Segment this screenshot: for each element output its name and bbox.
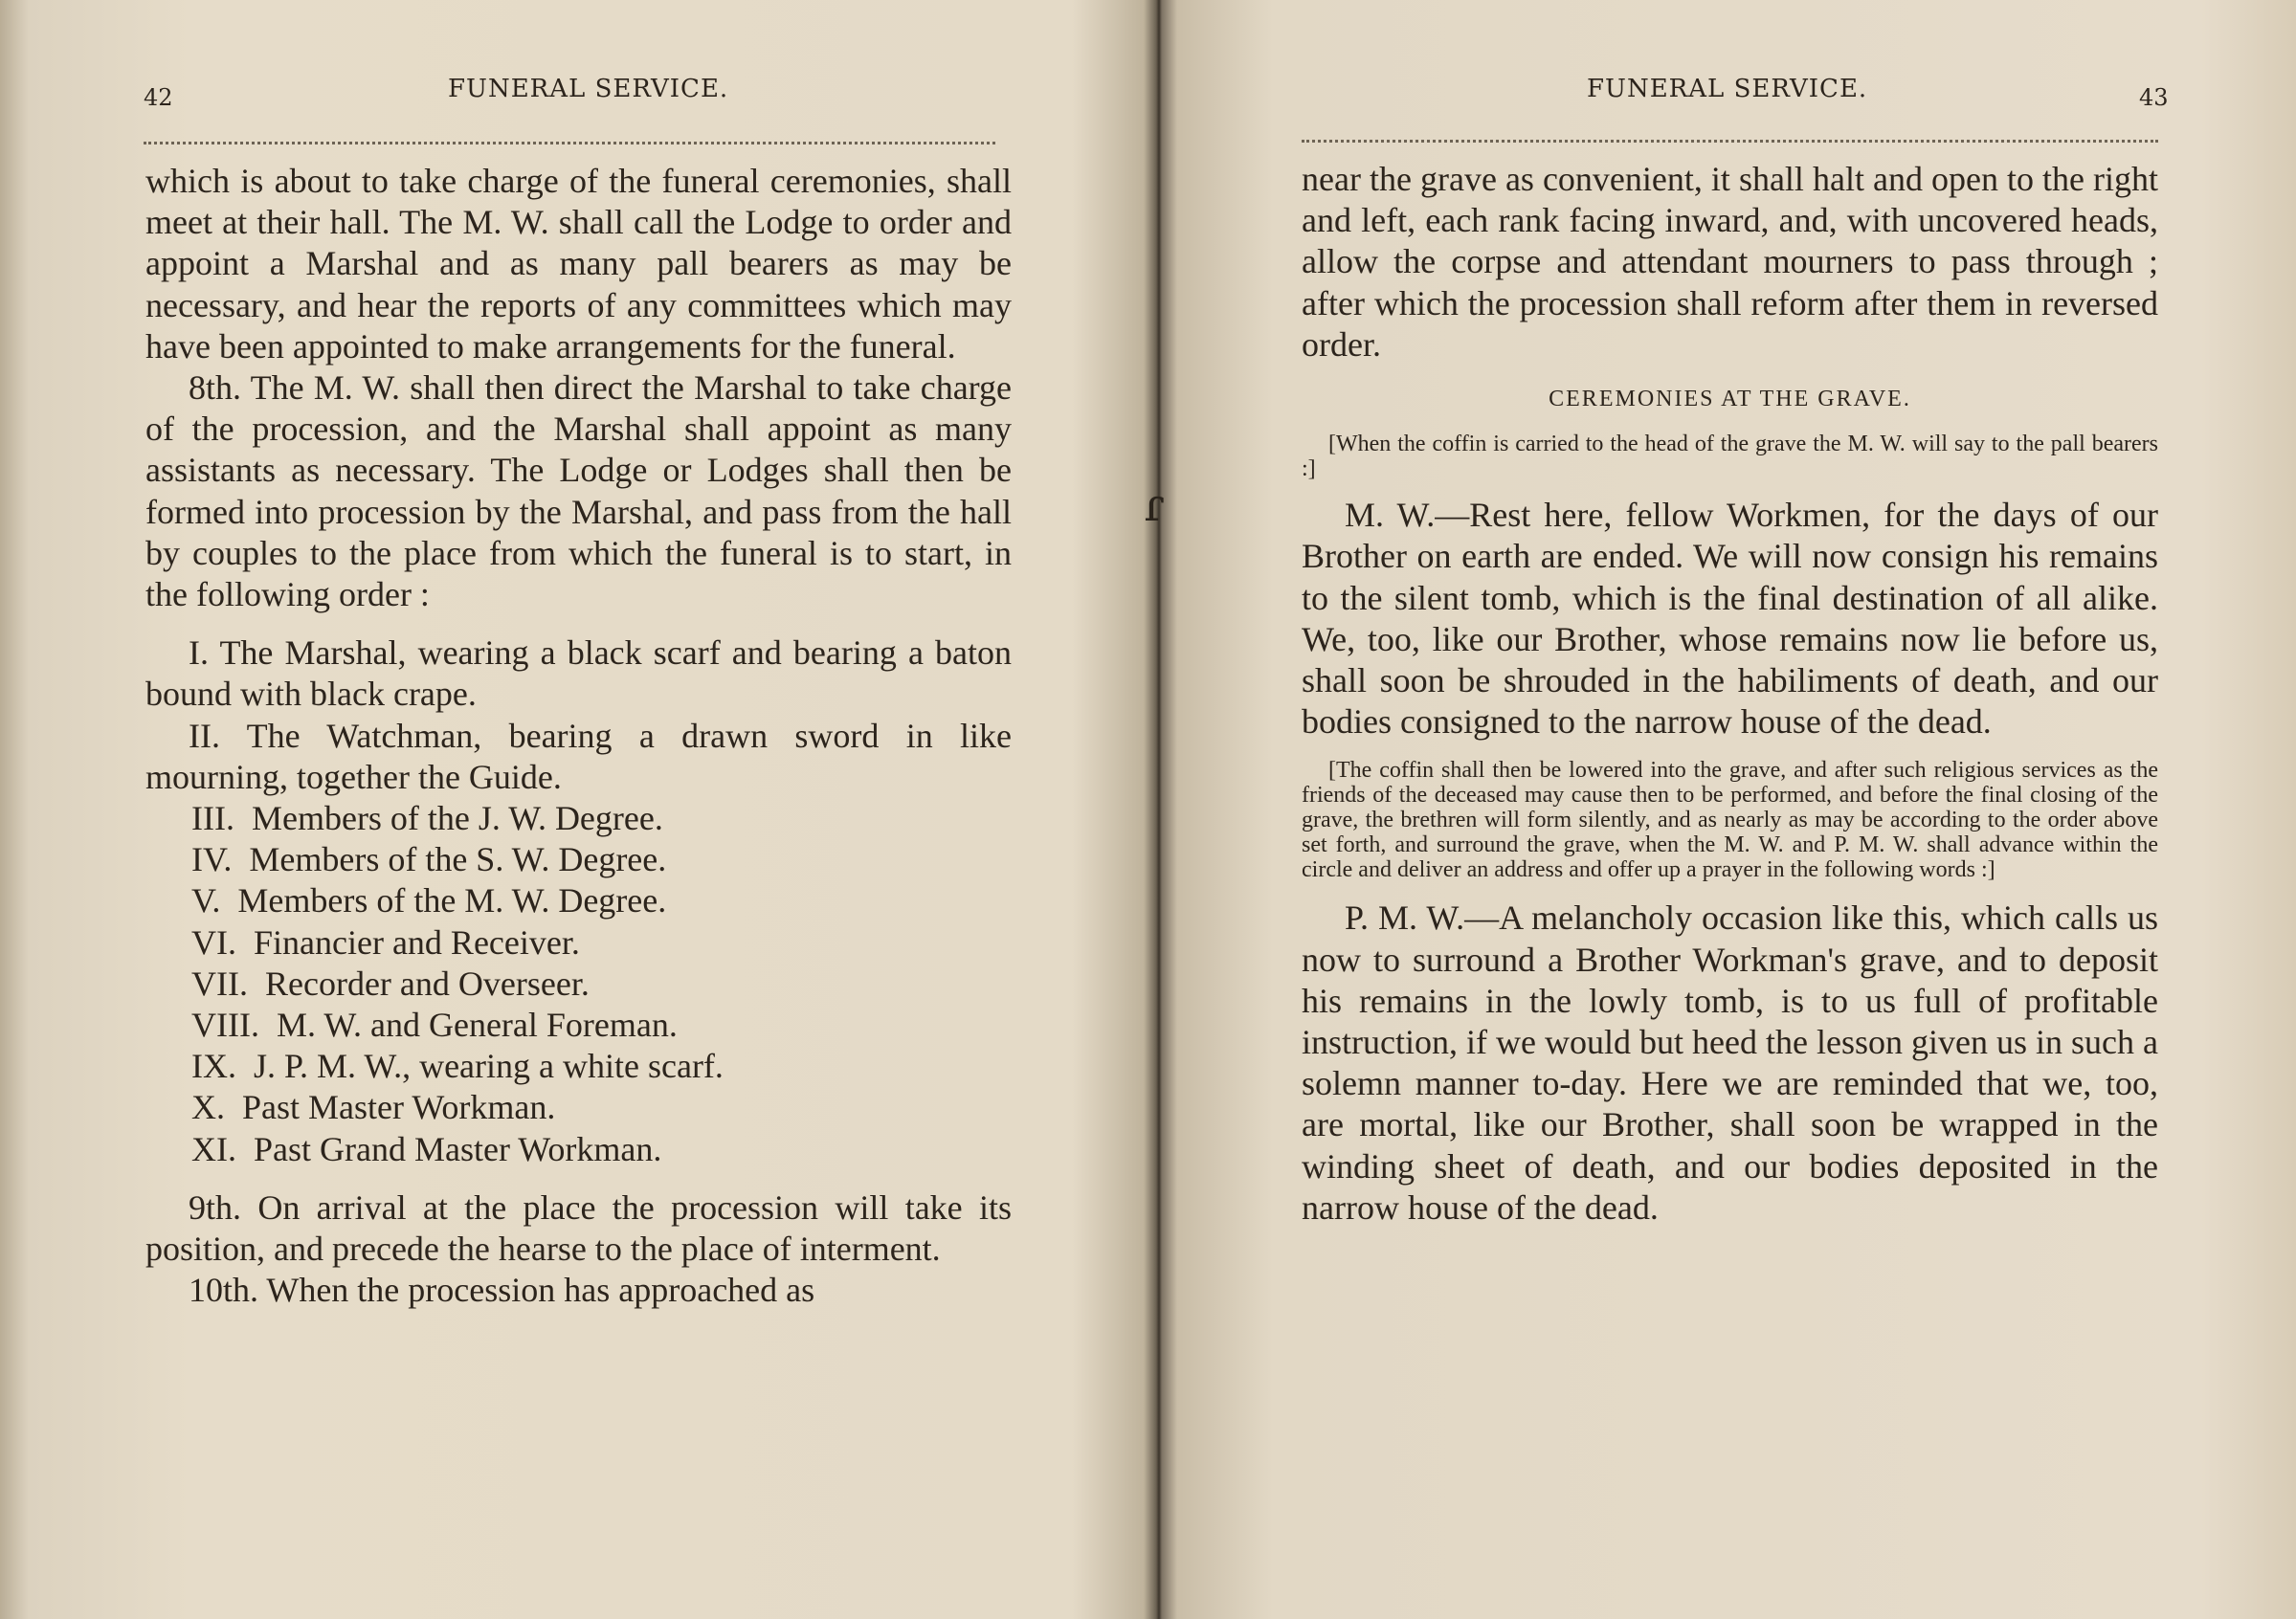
- paragraph: 10th. When the procession has approached as: [189, 1271, 815, 1310]
- list-number: XI.: [191, 1129, 236, 1168]
- section-heading: CEREMONIES AT THE GRAVE.: [1549, 387, 1911, 412]
- list-text: Past Master Workman.: [242, 1088, 556, 1127]
- list-item: [145, 964, 1012, 1005]
- list-number: VI.: [191, 922, 236, 962]
- list-number: V.: [191, 881, 221, 920]
- list-item: [145, 1129, 1012, 1170]
- paragraph: 9th. On arrival at the place the procession will take its position, and precede the hearse to the place of interment.: [145, 1187, 1012, 1269]
- list-number: IV.: [191, 840, 233, 879]
- paragraph: P. M. W.—A melancholy occasion like this, which calls us now to surround a Brother Workman's grave, and to deposit his remains in the lowly tomb, is to us full of profitable instruction, if we would but heed the lesson given us in such a solemn manner to-day. Here we are reminded that we, too, are mortal, like our Brother, shall soon be wrapped in the winding sheet of death, and our bodies deposited in the narrow house of the dead.: [1302, 898, 2158, 1227]
- list-number: VII.: [191, 964, 248, 1003]
- paragraph: near the grave as convenient, it shall halt and open to the right and left, each rank facing inward, and, with uncovered heads, allow the corpse and attendant mourners to pass through ; after which the procession shall reform after them in reversed order.: [1302, 160, 2158, 364]
- list-text: Past Grand Master Workman.: [254, 1129, 662, 1168]
- header-rule-right: [1302, 140, 2158, 143]
- list-text: Members of the J. W. Degree.: [251, 799, 663, 838]
- running-head-left: FUNERAL SERVICE.: [448, 75, 729, 103]
- list-text: Members of the S. W. Degree.: [249, 840, 667, 879]
- list-number: VIII.: [191, 1006, 259, 1045]
- list-number: III.: [191, 799, 234, 838]
- list-text: M. W. and General Foreman.: [276, 1006, 678, 1045]
- list-item: [145, 1046, 1012, 1087]
- list-text: J. P. M. W., wearing a white scarf.: [254, 1047, 724, 1086]
- list-item: [145, 1005, 1012, 1046]
- stage-direction: [When the coffin is carried to the head of the grave the M. W. will say to the pall bearers :]: [1302, 432, 2158, 482]
- paragraph: I. The Marshal, wearing a black scarf and bearing a baton bound with black crape.: [145, 633, 1012, 714]
- stage-direction: [The coffin shall then be lowered into the grave, and after such religious services as the friends of the deceased may cause then to be performed, and before the final closing of the grave, the brethren will form silently, and as nearly as may be according to the order above set forth, and surround the grave, when the M. W. and P. M. W. shall advance within the circle and deliver an address and offer up a prayer in the following words :]: [1302, 758, 2158, 883]
- right-page: [1163, 0, 2296, 1619]
- paragraph: which is about to take charge of the funeral ceremonies, shall meet at their hall. The M. W. shall call the Lodge to order and appoint a Marshal and as many pall bearers as may be necessary, and hear the reports of any committees which may have been appointed to make arrangements for the funeral.: [145, 162, 1012, 366]
- list-number: X.: [191, 1088, 225, 1127]
- list-text: Recorder and Overseer.: [264, 964, 590, 1003]
- paragraph: 8th. The M. W. shall then direct the Marshal to take charge of the procession, and the Marshal shall appoint as many assistants as necessary. The Lodge or Lodges shall then be formed into procession by the Marshal, and pass from the hall by couples to the place from which the funeral is to start, in the following order :: [145, 368, 1012, 614]
- list-text: Members of the M. W. Degree.: [237, 881, 667, 920]
- list-item: [145, 880, 1012, 921]
- list-item: [145, 839, 1012, 880]
- thread-mark: ɾ: [1144, 478, 1165, 532]
- list-item: [145, 922, 1012, 964]
- list-number: IX.: [191, 1047, 236, 1086]
- paragraph: II. The Watchman, bearing a drawn sword in like mourning, together the Guide.: [145, 716, 1012, 796]
- list-item: [145, 798, 1012, 839]
- page-number-left: 42: [144, 84, 173, 111]
- left-body-text: [145, 161, 1012, 1311]
- paragraph: M. W.—Rest here, fellow Workmen, for the days of our Brother on earth are ended. We will now consign his remains to the silent tomb, which is the final destination of all alike. We, too, like our Brother, whose remains now lie before us, shall soon be shrouded in the habiliments of death, and our bodies consigned to the narrow house of the dead.: [1302, 496, 2158, 742]
- procession-order-list: [145, 798, 1012, 1170]
- page-number-right: 43: [2139, 84, 2169, 111]
- list-item: [145, 1087, 1012, 1128]
- right-body-text: [1302, 159, 2158, 1229]
- header-rule-left: [144, 142, 995, 144]
- list-text: Financier and Receiver.: [254, 922, 580, 962]
- running-head-right: FUNERAL SERVICE.: [1587, 75, 1868, 103]
